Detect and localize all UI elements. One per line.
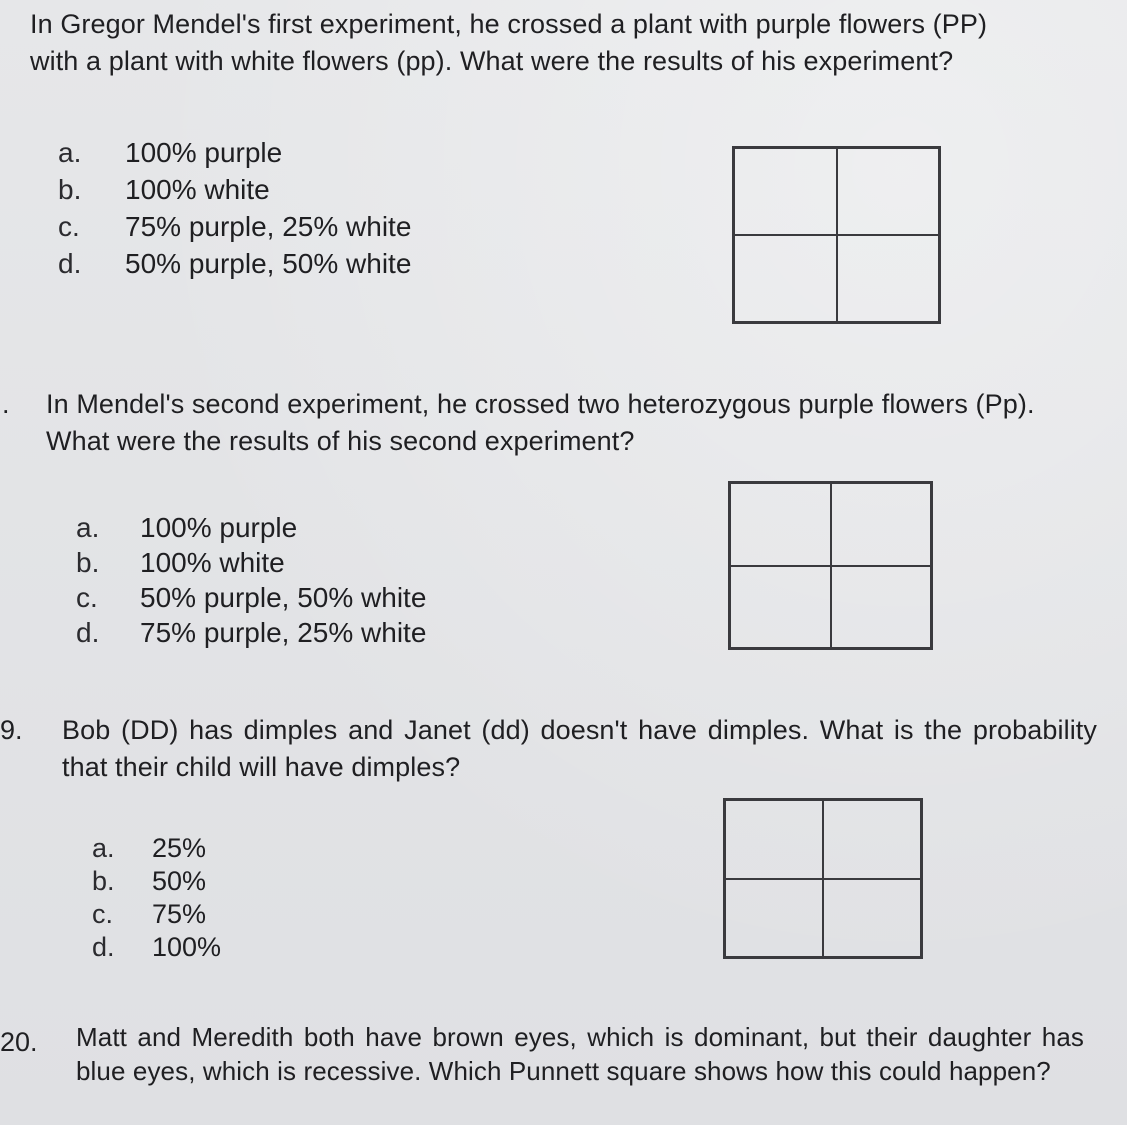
question-1-option-c[interactable] <box>58 208 411 245</box>
option-letter: d. <box>92 932 115 962</box>
punnett-cell[interactable] <box>725 879 823 958</box>
punnett-cell[interactable] <box>730 483 831 566</box>
question-2-options <box>76 510 426 650</box>
option-text: 75% purple, 25% white <box>125 211 412 242</box>
punnett-cell[interactable] <box>831 483 932 566</box>
question-2-number: . <box>2 389 10 419</box>
punnett-cell[interactable] <box>823 879 921 958</box>
option-letter: d. <box>58 248 82 279</box>
question-2-option-d[interactable] <box>76 615 426 650</box>
option-letter: c. <box>92 899 114 929</box>
question-2-text: In Mendel's second experiment, he crossed two heterozygous purple flowers (Pp). What were the results of his second experiment? <box>46 389 1035 456</box>
punnett-cell[interactable] <box>734 148 837 235</box>
punnett-cell[interactable] <box>725 800 823 879</box>
question-2-option-b[interactable] <box>76 545 426 580</box>
option-letter: b. <box>76 547 100 578</box>
punnett-cell[interactable] <box>831 566 932 649</box>
punnett-cell[interactable] <box>734 235 837 322</box>
option-letter: a. <box>58 137 82 168</box>
option-text: 50% <box>152 866 207 896</box>
question-1-option-d[interactable] <box>58 245 411 282</box>
question-1-option-b[interactable] <box>58 171 411 208</box>
option-letter: d. <box>76 617 100 648</box>
question-3-number: 9. <box>0 715 23 745</box>
option-letter: a. <box>92 833 115 863</box>
option-text: 100% white <box>140 547 285 578</box>
question-4-number: 20. <box>0 1027 38 1057</box>
question-3-option-d[interactable] <box>92 931 221 964</box>
punnett-cell[interactable] <box>837 148 940 235</box>
option-letter: b. <box>58 174 82 205</box>
punnett-cell[interactable] <box>837 235 940 322</box>
option-letter: b. <box>92 866 115 896</box>
option-text: 50% purple, 50% white <box>125 248 412 279</box>
option-text: 75% purple, 25% white <box>140 617 427 648</box>
question-2-option-a[interactable] <box>76 510 426 545</box>
option-text: 100% purple <box>125 137 283 168</box>
question-1-option-a[interactable] <box>58 134 411 171</box>
option-text: 100% white <box>125 174 270 205</box>
question-3-option-a[interactable] <box>92 832 221 865</box>
option-text: 75% <box>152 899 207 929</box>
option-text: 100% purple <box>140 512 298 543</box>
option-letter: c. <box>58 211 80 242</box>
question-3-punnett-square[interactable] <box>723 798 923 959</box>
question-3-option-c[interactable] <box>92 898 221 931</box>
question-2-option-c[interactable] <box>76 580 426 615</box>
question-1-punnett-square[interactable] <box>732 146 941 324</box>
option-text: 25% <box>152 833 207 863</box>
question-1-text: In Gregor Mendel's first experiment, he crossed a plant with purple flowers (PP) with a plant with white flowers (pp). What were the results of his experiment? <box>30 9 988 76</box>
option-letter: c. <box>76 582 98 613</box>
question-4-text: Matt and Meredith both have brown eyes, which is dominant, but their daughter has blue eyes, which is recessive. Which Punnett square shows how this could happen? <box>76 1022 1084 1086</box>
question-3-option-b[interactable] <box>92 865 221 898</box>
question-2-punnett-square[interactable] <box>728 481 933 650</box>
option-text: 50% purple, 50% white <box>140 582 427 613</box>
question-1-options <box>58 134 411 282</box>
punnett-cell[interactable] <box>823 800 921 879</box>
question-3-options <box>92 832 221 964</box>
option-letter: a. <box>76 512 100 543</box>
question-3-text: Bob (DD) has dimples and Janet (dd) doesn't have dimples. What is the probability that their child will have dimples? <box>62 715 1097 782</box>
option-text: 100% <box>152 932 222 962</box>
punnett-cell[interactable] <box>730 566 831 649</box>
